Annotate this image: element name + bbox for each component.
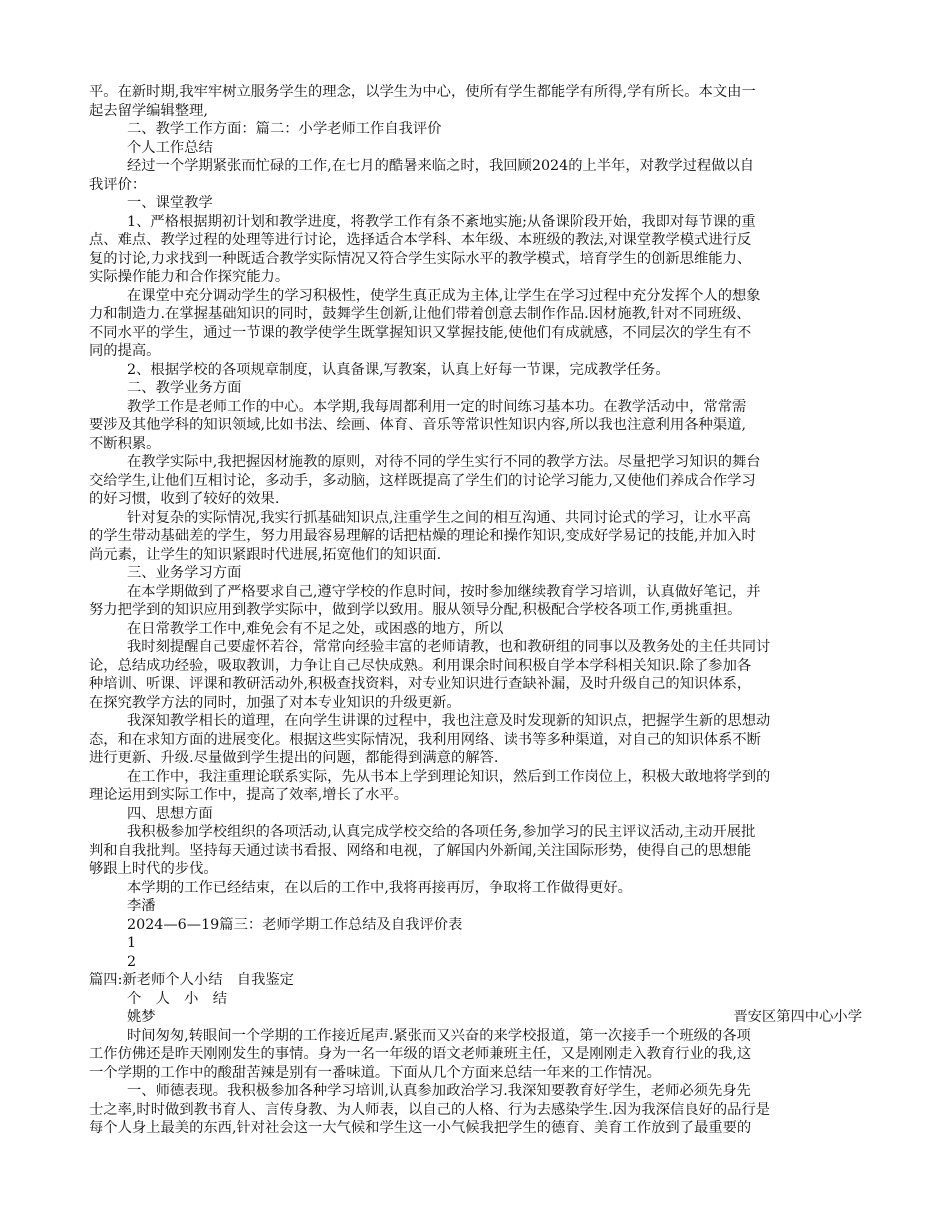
text-line: 努力把学到的知识应用到教学实际中，做到学以致用。服从领导分配,积极配合学校各项工作,勇挑重担。 — [89, 602, 742, 618]
text-line: 进行更新、升级.尽量做到学生提出的问题，都能得到满意的解答. — [89, 750, 499, 766]
text-line: 一、师德表现。我积极参加各种学习培训,认真参加政治学习.我深知要教育好学生，老师必须先身先 — [127, 1083, 751, 1099]
text-line: 论，总结成功经验，吸取教训，力争让自己尽快成熟。利用课余时间积极自学本学科相关知识.除了参加各 — [89, 657, 752, 674]
text-line: 本学期的工作已经结束，在以后的工作中,我将再接再厉，争取将工作做得更好。 — [127, 879, 632, 896]
text-line: 1、严格根据期初计划和教学进度，将教学工作有条不紊地实施;从备课阶段开始，我即对每节课的重 — [127, 213, 756, 230]
text-line: 的学生带动基础差的学生，努力用最容易理解的话把枯燥的理论和操作知识,变成好学易记的技能,并加入时 — [89, 528, 756, 544]
author-name: 姚梦 — [127, 1009, 156, 1025]
text-line: 时间匆匆,转眼间一个学期的工作接近尾声.紧张而又兴奋的来学校报道，第一次接手一个班级的各项 — [127, 1027, 751, 1044]
text-line: 一、课堂教学 — [127, 195, 213, 211]
text-line: 在本学期做到了严格要求自己,遵守学校的作息时间，按时参加继续教育学习培训，认真做好笔记，并 — [127, 583, 761, 600]
text-line: 工作仿佛还是昨天刚刚发生的事情。身为一名一年级的语文老师兼班主任，又是刚刚走入教育行业的我,这 — [89, 1046, 752, 1062]
text-line: 不断积累。 — [89, 435, 161, 452]
text-line: 李潘 — [127, 898, 156, 914]
text-line: 复的讨论,力求找到一种既适合教学实际情况又符合学生实际水平的教学模式，培育学生的创新思维能力、 — [89, 250, 752, 267]
text-line: 四、思想方面 — [127, 805, 213, 822]
text-line: 态，和在求知方面的进展变化。根据这些实际情况，我利用网络、读书等多种渠道，对自己的知识体系不断 — [89, 731, 761, 748]
text-line: 二、教学业务方面 — [127, 380, 242, 396]
text-line: 点、难点、教学过程的处理等进行讨论，选择适合本学科、本年级、本班级的教法,对课堂教学模式进行反 — [89, 232, 752, 248]
text-line: 篇四:新老师个人小结 自我鉴定 — [89, 972, 294, 988]
text-line: 教学工作是老师工作的中心。本学期,我每周都利用一定的时间练习基本功。在教学活动中，常常需 — [127, 398, 747, 415]
text-line: 2、根据学校的各项规章制度，认真备课,写教案，认真上好每一节课，完成教学任务。 — [127, 361, 670, 378]
text-line: 我时刻提醒自己要虚怀若谷，常常向经验丰富的老师请教，也和教研组的同事以及教务处的主任共同讨 — [127, 639, 771, 655]
text-line: 1 — [127, 935, 137, 951]
text-line: 在工作中，我注重理论联系实际，先从书本上学到理论知识，然后到工作岗位上，积极大敢地将学到的 — [127, 768, 771, 785]
text-line: 个 人 小 结 — [127, 990, 228, 1007]
text-line: 在探究教学方法的同时，加强了对本专业知识的升级更新。 — [89, 694, 461, 711]
text-line: 实际操作能力和合作探究能力。 — [89, 269, 290, 285]
text-line: 在课堂中充分调动学生的学习积极性，使学生真正成为主体,让学生在学习过程中充分发挥个人的想象 — [127, 287, 761, 304]
text-line: 每个人身上最美的东西,针对社会这一大气候和学生这一小气候我把学生的德育、美育工作放到了最重要的 — [89, 1120, 752, 1136]
text-line: 够跟上时代的步伐。 — [89, 861, 218, 877]
text-line: 士之率,时时做到教书育人、言传身教、为人师表，以自己的人格、行为去感染学生.因为我深信良好的品行是 — [89, 1101, 771, 1118]
text-line: 2024—6—19篇三：老师学期工作总结及自我评价表 — [127, 916, 463, 933]
text-line: 2 — [127, 953, 137, 970]
text-line: 我积极参加学校组织的各项活动,认真完成学校交给的各项任务,参加学习的民主评议活动,主动开展批 — [127, 824, 756, 840]
text-line: 种培训、听课、评课和教研活动外,积极查找资料，对专业知识进行查缺补漏，及时升级自己的知识体系， — [89, 676, 752, 692]
text-line: 不同水平的学生，通过一节课的教学使学生既掌握知识又掌握技能,使他们有成就感，不同层次的学生有不 — [89, 324, 752, 341]
text-line: 在教学实际中,我把握因材施教的原则，对待不同的学生实行不同的教学方法。尽量把学习知识的舞台 — [127, 454, 761, 470]
author-school-line — [89, 1008, 862, 1027]
text-line: 理论运用到实际工作中，提高了效率,增长了水平。 — [89, 787, 409, 803]
text-line: 交给学生,让他们互相讨论，多动手，多动脑，这样既提高了学生们的讨论学习能力,又使他们养成合作学习 — [89, 472, 756, 489]
text-line: 平。在新时期,我牢牢树立服务学生的理念，以学生为中心，使所有学生都能学有所得,学有所长。本文由一 — [89, 84, 756, 100]
text-line: 尚元素，让学生的知识紧跟时代进展,拓宽他们的知识面. — [89, 546, 442, 563]
text-line: 二、教学工作方面：篇二：小学老师工作自我评价 — [127, 121, 442, 137]
text-line: 在日常教学工作中,难免会有不足之处，或困惑的地方，所以 — [127, 620, 504, 637]
school-name: 晋安区第四中心小学 — [733, 1009, 862, 1025]
text-line: 我深知教学相长的道理，在向学生讲课的过程中，我也注意及时发现新的知识点，把握学生新的思想动 — [127, 713, 771, 729]
text-line: 力和制造力.在掌握基础知识的同时，鼓舞学生创新,让他们带着创意去制作作品.因材施教,针对不同班级、 — [89, 306, 751, 322]
text-line: 经过一个学期紧张而忙碌的工作,在七月的酷暑来临之时，我回顾2024的上半年，对教学过程做以自 — [127, 158, 755, 174]
text-line: 判和自我批判。坚持每天通过读书看报、网络和电视，了解国内外新闻,关注国际形势，使得自己的思想能 — [89, 842, 752, 859]
text-line: 我评价： — [89, 176, 147, 193]
text-line: 起去留学编辑整理, — [89, 102, 208, 119]
text-line: 三、业务学习方面 — [127, 565, 242, 581]
text-line: 个人工作总结 — [127, 139, 213, 156]
text-line: 一个学期的工作中的酸甜苦辣是别有一番味道。下面从几个方面来总结一年来的工作情况。 — [89, 1064, 661, 1081]
text-line: 要涉及其他学科的知识领域,比如书法、绘画、体育、音乐等常识性知识内容,所以我也注意利用各种渠道, — [89, 417, 746, 433]
text-line: 的好习惯，收到了较好的效果. — [89, 491, 280, 507]
text-line: 针对复杂的实际情况,我实行抓基础知识点,注重学生之间的相互沟通、共同讨论式的学习，让水平高 — [127, 509, 751, 526]
text-line: 同的提高。 — [89, 343, 161, 359]
